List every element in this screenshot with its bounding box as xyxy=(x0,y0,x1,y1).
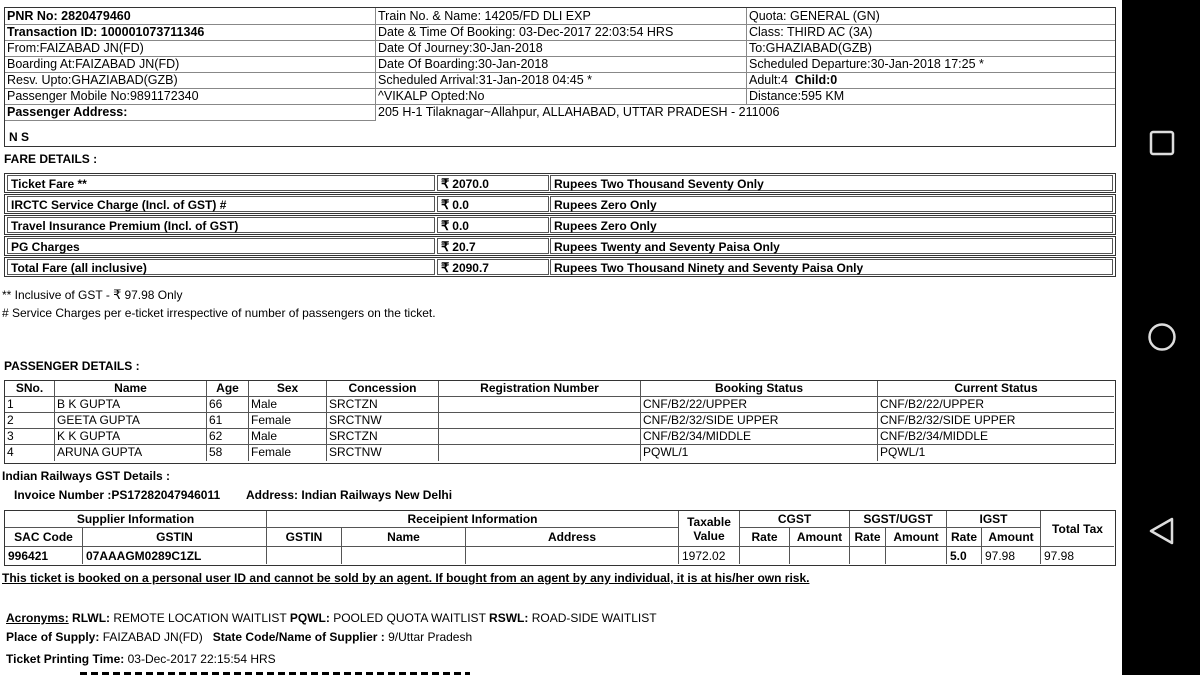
fare-words: Rupees Zero Only xyxy=(550,217,1113,233)
fare-row xyxy=(4,194,1116,214)
home-circle-icon[interactable] xyxy=(1147,322,1177,352)
acronyms-label: Acronyms: xyxy=(6,611,69,625)
recipient-address xyxy=(466,547,679,564)
booking-datetime: Date & Time Of Booking: 03-Dec-2017 22:03:54 HRS xyxy=(378,25,674,39)
fare-words: Rupees Two Thousand Seventy Only xyxy=(550,175,1113,191)
rlwl-text: REMOTE LOCATION WAITLIST xyxy=(113,611,287,625)
passenger-current-status: PQWL/1 xyxy=(880,445,926,459)
fare-amount-value: 20.7 xyxy=(452,240,476,254)
back-triangle-icon[interactable] xyxy=(1147,516,1177,546)
from-station: From:FAIZABAD JN(FD) xyxy=(7,41,144,55)
fare-words: Rupees Zero Only xyxy=(550,196,1113,212)
igst-rate: 5.0 xyxy=(947,547,982,564)
cgst-amount-header: Amount xyxy=(790,528,850,547)
passenger-age: 66 xyxy=(207,397,249,413)
passenger-details-heading: PASSENGER DETAILS : xyxy=(4,359,140,373)
recipient-address-header: Address xyxy=(466,528,679,547)
passenger-concession: SRCTNW xyxy=(327,445,439,461)
gst-note-prefix: ** Inclusive of GST - xyxy=(2,288,114,302)
fare-amount-value: 0.0 xyxy=(452,198,469,212)
igst-amount: 97.98 xyxy=(982,547,1041,564)
gst-note-value: 97.98 Only xyxy=(124,288,183,302)
boarding-date: Date Of Boarding:30-Jan-2018 xyxy=(378,57,549,71)
invoice-address-label: Address: xyxy=(246,488,299,502)
taxable-value: 1972.02 xyxy=(679,547,740,564)
distance: Distance:595 KM xyxy=(749,89,845,103)
passenger-booking-status: CNF/B2/22/UPPER xyxy=(641,397,878,413)
passenger-registration xyxy=(439,397,641,413)
rlwl-label: RLWL: xyxy=(72,611,111,625)
invoice-label: Invoice Number : xyxy=(14,488,112,502)
fare-words: Rupees Twenty and Seventy Paisa Only xyxy=(550,238,1113,254)
supplier-gstin-header: GSTIN xyxy=(83,528,267,547)
passenger-name: B K GUPTA xyxy=(55,397,207,413)
gst-inclusive-note xyxy=(2,287,182,303)
scheduled-arrival: Scheduled Arrival:31-Jan-2018 04:45 * xyxy=(378,73,593,87)
quota: Quota: GENERAL (GN) xyxy=(749,9,880,23)
fare-amount xyxy=(437,217,549,233)
pqwl-label: PQWL: xyxy=(289,611,330,625)
pnr-number: PNR No: 2820479460 xyxy=(7,9,131,23)
passenger-address-label: Passenger Address: xyxy=(7,105,128,119)
cgst-rate-header: Rate xyxy=(740,528,790,547)
fare-amount xyxy=(437,175,549,191)
recipient-gstin-header: GSTIN xyxy=(267,528,342,547)
passenger-sno: 3 xyxy=(5,429,55,445)
fare-amount-value: 2090.7 xyxy=(452,261,489,275)
total-tax-header: Total Tax xyxy=(1041,511,1114,547)
fare-details-heading: FARE DETAILS : xyxy=(4,152,98,166)
scheduled-departure: Scheduled Departure:30-Jan-2018 17:25 * xyxy=(749,57,984,71)
invoice-address-value: Indian Railways New Delhi xyxy=(301,488,453,502)
igst-amount-header: Amount xyxy=(982,528,1041,547)
journey-info-table xyxy=(4,7,1116,147)
passenger-address: 205 H-1 Tilaknagar~Allahpur, ALLAHABAD, UTTAR PRADESH - 211006 xyxy=(378,105,780,119)
printing-time-value: 03-Dec-2017 22:15:54 HRS xyxy=(127,652,276,666)
passenger-current-status: CNF/B2/34/MIDDLE xyxy=(878,429,1114,445)
sac-code: 996421 xyxy=(5,547,83,564)
recipient-info-header: Receipient Information xyxy=(267,511,679,528)
rupee-icon: ₹ xyxy=(441,239,450,254)
state-code-label: State Code/Name of Supplier : xyxy=(212,630,385,644)
passenger-sex: Female xyxy=(249,413,327,429)
gst-details-heading: Indian Railways GST Details : xyxy=(2,469,171,483)
adult-count: Adult:4 xyxy=(749,73,788,87)
col-sex: Sex xyxy=(249,381,327,397)
col-registration: Registration Number xyxy=(439,381,641,397)
fare-row-total xyxy=(4,257,1116,277)
child-count: Child:0 xyxy=(794,73,838,87)
passenger-booking-status: PQWL/1 xyxy=(641,445,878,461)
taxable-line-2: Value xyxy=(693,528,725,543)
col-age: Age xyxy=(207,381,249,397)
passenger-name: GEETA GUPTA xyxy=(55,413,207,429)
vikalp-opted: ^VIKALP Opted:No xyxy=(378,89,485,103)
passenger-concession: SRCTZN xyxy=(327,429,439,445)
col-name: Name xyxy=(55,381,207,397)
fare-amount xyxy=(437,259,549,275)
recipient-gstin xyxy=(267,547,342,564)
service-charge-note: # Service Charges per e-ticket irrespective of number of passengers on the ticket. xyxy=(2,306,436,320)
fare-label: PG Charges xyxy=(7,238,435,254)
gst-table xyxy=(4,510,1116,566)
sgst-rate xyxy=(850,547,886,564)
invoice-address xyxy=(246,488,452,502)
cgst-header: CGST xyxy=(740,511,850,528)
passenger-sno: 1 xyxy=(5,397,55,413)
supplier-gstin: 07AAAGM0289C1ZL xyxy=(83,547,267,564)
travel-class: Class: THIRD AC (3A) xyxy=(749,25,873,39)
rswl-text: ROAD-SIDE WAITLIST xyxy=(531,611,657,625)
sgst-amount xyxy=(886,547,947,564)
fare-row xyxy=(4,215,1116,235)
passenger-name: ARUNA GUPTA xyxy=(55,445,207,461)
taxable-value-header xyxy=(679,511,740,547)
passenger-booking-status: CNF/B2/34/MIDDLE xyxy=(641,429,878,445)
acronyms-line xyxy=(6,611,657,625)
train-name: Train No. & Name: 14205/FD DLI EXP xyxy=(378,9,591,23)
fare-label: IRCTC Service Charge (Incl. of GST) # xyxy=(7,196,435,212)
passenger-age: 61 xyxy=(207,413,249,429)
fare-label: Total Fare (all inclusive) xyxy=(7,259,435,275)
sgst-amount-header: Amount xyxy=(886,528,947,547)
passenger-sno: 4 xyxy=(5,445,55,461)
fare-amount xyxy=(437,238,549,254)
passenger-age: 58 xyxy=(207,445,249,461)
rupee-icon: ₹ xyxy=(113,287,122,302)
place-of-supply-line xyxy=(6,630,472,644)
place-of-supply-label: Place of Supply: xyxy=(6,630,100,644)
passenger-table xyxy=(4,380,1116,464)
col-booking-status: Booking Status xyxy=(641,381,878,397)
fare-label: Travel Insurance Premium (Incl. of GST) xyxy=(7,217,435,233)
fare-amount xyxy=(437,196,549,212)
passenger-name: K K GUPTA xyxy=(55,429,207,445)
recents-square-icon[interactable] xyxy=(1147,128,1177,158)
fare-words: Rupees Two Thousand Ninety and Seventy Paisa Only xyxy=(550,259,1113,275)
invoice-value: PS17282047946011 xyxy=(111,488,221,502)
passenger-age: 62 xyxy=(207,429,249,445)
igst-header: IGST xyxy=(947,511,1041,528)
passenger-current-status: CNF/B2/22/UPPER xyxy=(878,397,1114,413)
fare-amount-value: 0.0 xyxy=(452,219,469,233)
recipient-name xyxy=(342,547,466,564)
pqwl-text: POOLED QUOTA WAITLIST xyxy=(333,611,486,625)
journey-date: Date Of Journey:30-Jan-2018 xyxy=(378,41,543,55)
place-of-supply-value: FAIZABAD JN(FD) xyxy=(102,630,203,644)
col-sno: SNo. xyxy=(5,381,55,397)
passenger-registration xyxy=(439,445,641,461)
rupee-icon: ₹ xyxy=(441,197,450,212)
passenger-sex: Male xyxy=(249,397,327,413)
passenger-mobile: Passenger Mobile No:9891172340 xyxy=(7,89,199,103)
passenger-current-status: CNF/B2/32/SIDE UPPER xyxy=(878,413,1114,429)
boarding-station: Boarding At:FAIZABAD JN(FD) xyxy=(7,57,180,71)
rupee-icon: ₹ xyxy=(441,176,450,191)
reservation-upto: Resv. Upto:GHAZIABAD(GZB) xyxy=(7,73,178,87)
invoice-number xyxy=(14,488,220,502)
rupee-icon: ₹ xyxy=(441,260,450,275)
passenger-concession: SRCTZN xyxy=(327,397,439,413)
passenger-booking-status: CNF/B2/32/SIDE UPPER xyxy=(641,413,878,429)
passenger-registration xyxy=(439,413,641,429)
cgst-rate xyxy=(740,547,790,564)
rupee-icon: ₹ xyxy=(441,218,450,233)
passenger-sex: Female xyxy=(249,445,327,461)
taxable-line-1: Taxable xyxy=(687,514,731,529)
igst-rate-header: Rate xyxy=(947,528,982,547)
printing-time-label: Ticket Printing Time: xyxy=(6,652,125,666)
sgst-header: SGST/UGST xyxy=(850,511,947,528)
agent-warning: This ticket is booked on a personal user ID and cannot be sold by an agent. If bought from an agent by any individual, it is at his/her own risk. xyxy=(2,571,810,585)
passenger-count xyxy=(747,72,1115,88)
sgst-rate-header: Rate xyxy=(850,528,886,547)
passenger-sex: Male xyxy=(249,429,327,445)
recipient-name-header: Name xyxy=(342,528,466,547)
fare-label: Ticket Fare ** xyxy=(7,175,435,191)
android-navigation-bar xyxy=(1122,0,1200,675)
sac-code-header: SAC Code xyxy=(5,528,83,547)
col-concession: Concession xyxy=(327,381,439,397)
passenger-sno: 2 xyxy=(5,413,55,429)
passenger-concession: SRCTNW xyxy=(327,413,439,429)
fare-row xyxy=(4,173,1116,193)
fare-amount-value: 2070.0 xyxy=(452,177,489,191)
rswl-label: RSWL: xyxy=(489,611,529,625)
col-current-status: Current Status xyxy=(878,381,1114,397)
passenger-registration xyxy=(439,429,641,445)
supplier-info-header: Supplier Information xyxy=(5,511,267,528)
transaction-id: Transaction ID: 100001073711346 xyxy=(7,25,205,39)
cgst-amount xyxy=(790,547,850,564)
total-tax: 97.98 xyxy=(1044,548,1075,563)
ns-note: N S xyxy=(9,130,30,144)
state-code-value: 9/Uttar Pradesh xyxy=(388,630,473,644)
clipped-text-fragment xyxy=(80,671,480,675)
fare-row xyxy=(4,236,1116,256)
ticket-printing-time-line xyxy=(6,652,276,666)
to-station: To:GHAZIABAD(GZB) xyxy=(749,41,872,55)
